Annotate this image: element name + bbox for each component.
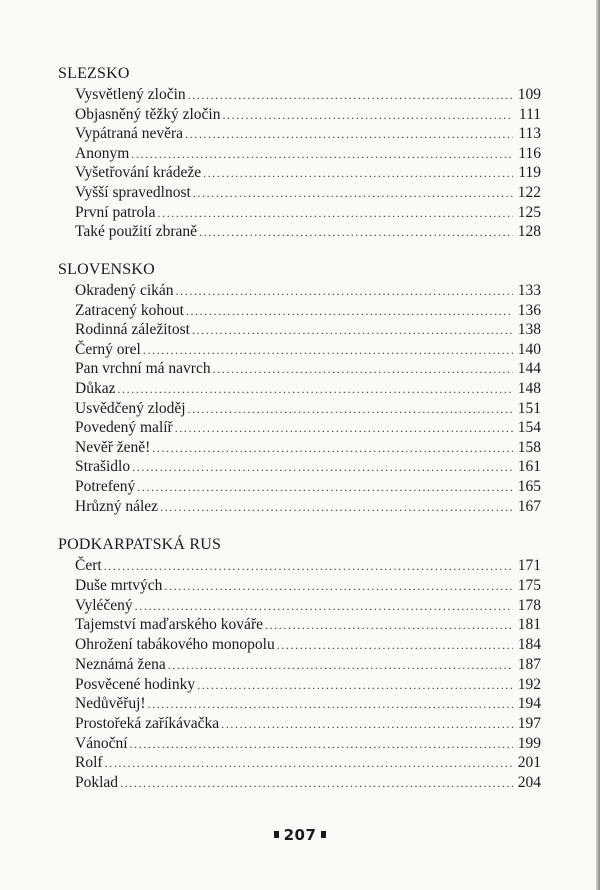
page-number-value: 207 [283, 826, 317, 844]
dot-leader [168, 655, 513, 675]
toc-entry [75, 105, 541, 125]
toc-entry [75, 675, 541, 695]
dot-leader [186, 301, 513, 321]
toc-entry [75, 203, 541, 223]
entry-page: 204 [517, 774, 541, 791]
entry-title: Důkaz [75, 380, 116, 397]
dot-leader [199, 222, 513, 242]
toc-entry [75, 340, 541, 360]
square-ornament-icon [321, 831, 326, 838]
entry-page: 138 [517, 321, 541, 338]
toc-entry [75, 438, 541, 458]
dot-leader [132, 457, 513, 477]
entry-page: 181 [517, 616, 541, 633]
entry-page: 109 [517, 86, 541, 103]
entry-title: Objasněný těžký zločin [75, 106, 221, 123]
entry-page: 119 [518, 164, 541, 181]
toc-entry [75, 477, 541, 497]
toc-entry [75, 320, 541, 340]
toc-entry [75, 183, 541, 203]
dot-leader [197, 675, 513, 695]
section-title: PODKARPATSKÁ RUS [58, 536, 222, 553]
toc-entry [75, 124, 541, 144]
entry-title: Prostořeká zaříkávačka [75, 715, 220, 732]
toc-entry [75, 163, 541, 183]
dot-leader [143, 340, 513, 360]
entry-title: Povedený malíř [75, 419, 173, 436]
square-ornament-icon [274, 831, 279, 838]
dot-leader [192, 320, 513, 340]
entry-page: 111 [518, 106, 541, 123]
entry-title: Ohrožení tabákového monopolu [75, 636, 275, 653]
dot-leader [221, 714, 513, 734]
toc-entry [75, 281, 541, 301]
entry-title: Rolf [75, 754, 103, 771]
dot-leader [148, 694, 513, 714]
entry-page: 165 [517, 478, 541, 495]
toc-entry [75, 615, 541, 635]
toc-entry [75, 753, 541, 773]
entry-page: 128 [517, 223, 541, 240]
dot-leader [137, 477, 513, 497]
toc-entry [75, 635, 541, 655]
toc-entry [75, 301, 541, 321]
toc-entry [75, 694, 541, 714]
toc-entry [75, 714, 541, 734]
entry-page: 175 [517, 577, 541, 594]
entry-title: Neznámá žena [75, 656, 166, 673]
dot-leader [176, 281, 513, 301]
entry-title: Vypátraná nevěra [75, 125, 184, 142]
toc-entry [75, 596, 541, 616]
entry-page: 167 [517, 498, 541, 515]
dot-leader [120, 773, 513, 793]
toc-entry [75, 222, 541, 242]
entry-page: 171 [517, 557, 541, 574]
entry-page: 144 [517, 360, 541, 377]
toc-entry [75, 85, 541, 105]
entry-title: Vysvětlený zločin [75, 86, 186, 103]
section-title: SLOVENSKO [58, 261, 155, 278]
dot-leader [117, 379, 513, 399]
page-edge [596, 0, 600, 890]
entry-title: Potrefený [75, 478, 136, 495]
entry-title: Také použití zbraně [75, 223, 197, 240]
entry-page: 151 [517, 400, 541, 417]
entry-title: Vyléčený [75, 597, 133, 614]
entry-title: Vyšetřování krádeže [75, 164, 202, 181]
entry-title: Tajemství maďarského kováře [75, 616, 263, 633]
entry-title: Hrůzný nález [75, 498, 159, 515]
entry-title: Usvědčený zloděj [75, 400, 186, 417]
section-title: SLEZSKO [58, 65, 130, 82]
entry-title: Pan vrchní má navrch [75, 360, 211, 377]
entry-page: 125 [517, 204, 541, 221]
dot-leader [135, 596, 513, 616]
dot-leader [131, 144, 513, 164]
dot-leader [130, 734, 513, 754]
entry-title: Okradený cikán [75, 282, 174, 299]
toc-entry [75, 576, 541, 596]
entry-page: 122 [517, 184, 541, 201]
entry-page: 113 [518, 125, 541, 142]
entry-title: Poklad [75, 774, 119, 791]
dot-leader [188, 85, 513, 105]
toc-entry [75, 457, 541, 477]
toc-entry [75, 497, 541, 517]
dot-leader [105, 753, 513, 773]
toc-entry [75, 399, 541, 419]
dot-leader [175, 418, 513, 438]
dot-leader [160, 497, 513, 517]
entry-page: 116 [518, 145, 541, 162]
toc-entry [75, 655, 541, 675]
entry-page: 187 [517, 656, 541, 673]
entry-page: 140 [517, 341, 541, 358]
toc-entry [75, 773, 541, 793]
entry-page: 199 [517, 735, 541, 752]
entry-title: Strašidlo [75, 458, 131, 475]
dot-leader [185, 124, 513, 144]
entry-title: Černý orel [75, 341, 141, 358]
dot-leader [203, 163, 513, 183]
entry-title: Nevěř ženě! [75, 439, 151, 456]
entry-page: 148 [517, 380, 541, 397]
dot-leader [193, 183, 513, 203]
dot-leader [188, 399, 513, 419]
entry-page: 133 [517, 282, 541, 299]
entry-title: Duše mrtvých [75, 577, 163, 594]
dot-leader [158, 203, 514, 223]
entry-title: Čert [75, 557, 102, 574]
entry-page: 197 [517, 715, 541, 732]
entry-page: 184 [517, 636, 541, 653]
entry-title: Nedůvěřuj! [75, 695, 146, 712]
dot-leader [265, 615, 513, 635]
dot-leader [164, 576, 513, 596]
entry-page: 136 [517, 302, 541, 319]
entry-title: První patrola [75, 204, 156, 221]
entry-page: 158 [517, 439, 541, 456]
entry-title: Zatracený kohout [75, 302, 184, 319]
page-number [0, 826, 600, 844]
toc-entry [75, 734, 541, 754]
toc-entry [75, 418, 541, 438]
dot-leader [277, 635, 513, 655]
toc-entry [75, 379, 541, 399]
entry-title: Rodinná záležitost [75, 321, 190, 338]
entry-title: Anonym [75, 145, 130, 162]
toc-entry [75, 144, 541, 164]
dot-leader [104, 556, 513, 576]
entry-page: 192 [517, 676, 541, 693]
entry-page: 194 [517, 695, 541, 712]
toc-entry [75, 359, 541, 379]
dot-leader [152, 438, 513, 458]
entry-title: Vyšší spravedlnost [75, 184, 191, 201]
entry-title: Posvěcené hodinky [75, 676, 196, 693]
entry-title: Vánoční [75, 735, 128, 752]
toc-entry [75, 556, 541, 576]
entry-page: 178 [517, 597, 541, 614]
entry-page: 161 [517, 458, 541, 475]
dot-leader [222, 105, 513, 125]
entry-page: 154 [517, 419, 541, 436]
dot-leader [213, 359, 513, 379]
entry-page: 201 [517, 754, 541, 771]
